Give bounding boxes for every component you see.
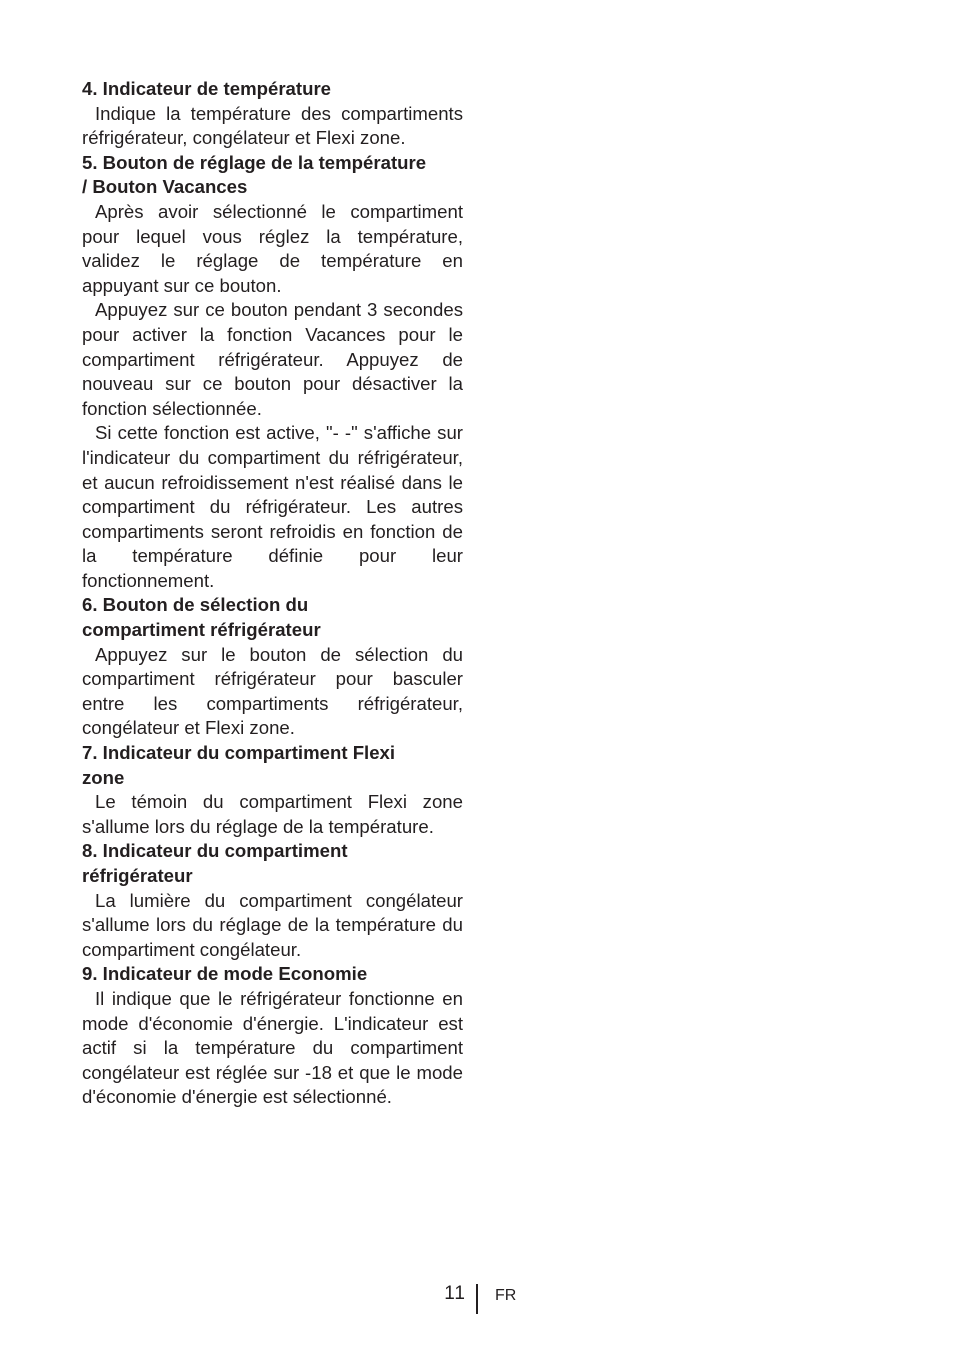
section-paragraph: Après avoir sélectionné le compartiment pour lequel vous réglez la température, validez le réglage de température en appuyant sur ce bouton.	[82, 200, 463, 296]
heading-line: 9. Indicateur de mode Economie	[82, 963, 368, 985]
heading-line: 6. Bouton de sélection du	[82, 594, 309, 616]
section-eco-mode-indicator	[82, 962, 463, 1110]
page-number: 11	[444, 1283, 466, 1304]
section-paragraph: Le témoin du compartiment Flexi zone s'allume lors du réglage de la température.	[82, 791, 463, 837]
section-paragraph: Il indique que le réfrigérateur fonctionne en mode d'économie d'énergie. L'indicateur est actif si la température du compartiment congélateur est réglée sur -18 et que le mode d'économie d'énergie est sélectionné.	[82, 987, 463, 1108]
section-paragraph: Indique la température des compartiments réfrigérateur, congélateur et Flexi zone.	[82, 102, 463, 149]
language-code: FR	[495, 1287, 517, 1304]
heading-line: / Bouton Vacances	[82, 176, 248, 198]
section-fridge-select-button	[82, 593, 463, 741]
heading-line: zone	[82, 766, 125, 788]
heading-line: 8. Indicateur du compartiment	[82, 840, 348, 862]
heading-line: 4. Indicateur de température	[82, 78, 332, 99]
heading-line: 5. Bouton de réglage de la température	[82, 151, 427, 173]
footer-divider	[476, 1284, 478, 1314]
section-heading	[82, 593, 463, 642]
section-heading	[82, 962, 463, 987]
section-heading	[82, 77, 463, 102]
section-temperature-indicator	[82, 77, 463, 151]
section-paragraph: La lumière du compartiment congélateur s'allume lors du réglage de la température du compartiment congélateur.	[82, 889, 463, 960]
section-flexi-zone-indicator	[82, 741, 463, 839]
section-temperature-button	[82, 151, 463, 594]
section-heading	[82, 839, 463, 888]
section-paragraph: Appuyez sur ce bouton pendant 3 secondes pour activer la fonction Vacances pour le compartiment réfrigérateur. Appuyez de nouveau sur ce bouton pour désactiver la fonction sélectionnée.	[82, 299, 463, 419]
page-footer	[0, 1280, 954, 1316]
section-paragraph: Appuyez sur le bouton de sélection du compartiment réfrigérateur pour basculer entre les compartiments réfrigérateur, congélateur et Flexi zone.	[82, 643, 463, 739]
heading-line: 7. Indicateur du compartiment Flexi	[82, 742, 396, 764]
section-heading	[82, 741, 463, 790]
section-paragraph: Si cette fonction est active, "- -" s'affiche sur l'indicateur du compartiment du réfrigérateur, et aucun refroidissement n'est réalisé dans le compartiment du réfrigérateur. Les autres compartiments seront refroidis en fonction de la température définie pour leur fonctionnement.	[82, 422, 463, 591]
heading-line: compartiment réfrigérateur	[82, 619, 321, 641]
heading-line: réfrigérateur	[82, 865, 193, 886]
document-column	[82, 77, 463, 1110]
section-fridge-indicator	[82, 839, 463, 962]
section-heading	[82, 151, 463, 200]
